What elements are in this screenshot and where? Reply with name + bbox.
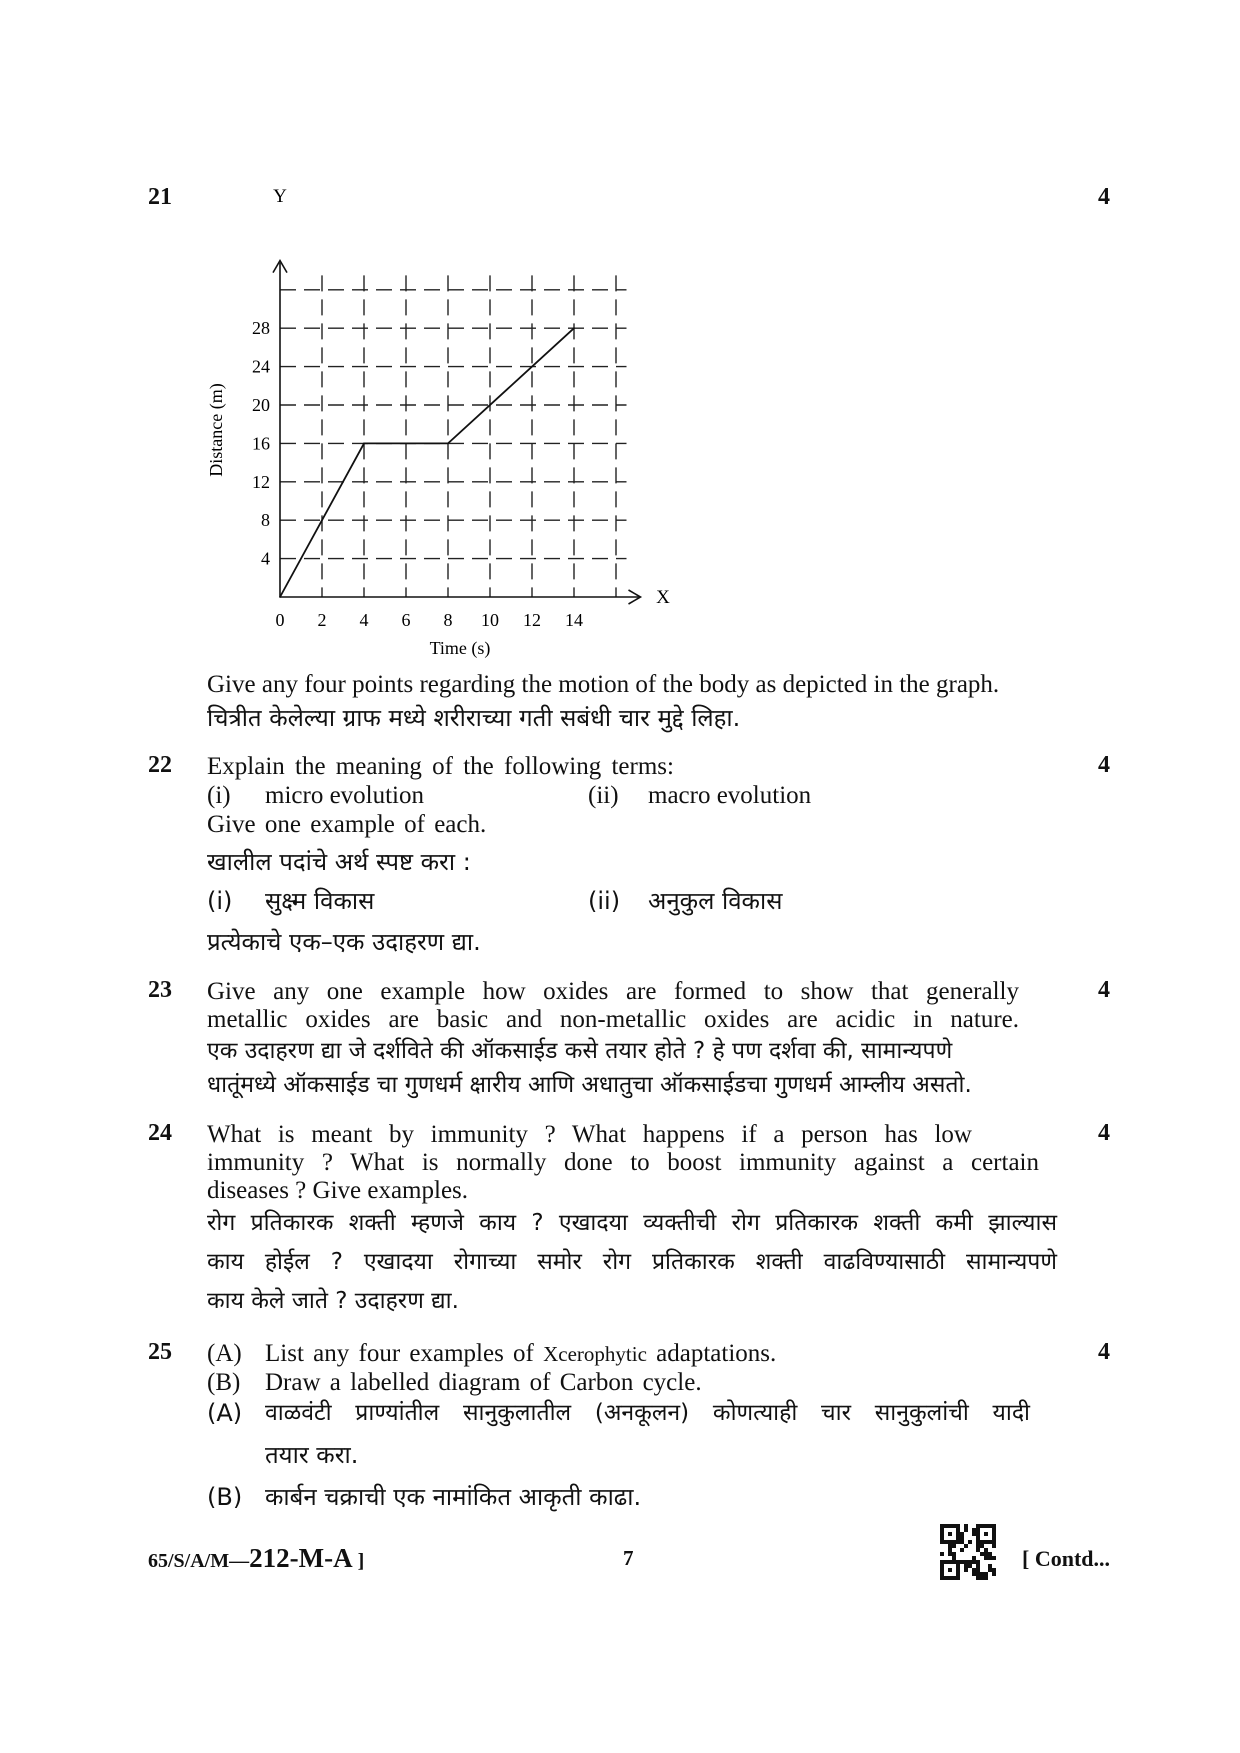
data-point — [447, 443, 449, 445]
q23-english-line-2: metallic oxides are basic and non-metallic oxides are acidic in nature. — [207, 1006, 1019, 1033]
distance-time-graph — [200, 185, 680, 665]
q24-marathi-line-2: काय होईल ? एखादया रोगाच्या समोर रोग प्रतिकारक शक्ती वाढविण्यासाठी सामान्यपणे — [207, 1249, 1057, 1275]
x-tick-label: 8 — [443, 610, 453, 630]
graph-axes — [273, 261, 641, 604]
marks-21: 4 — [1098, 184, 1110, 210]
qr-code-icon — [940, 1524, 996, 1580]
y-tick-label: 8 — [261, 510, 270, 531]
graph-series — [279, 327, 575, 598]
q24-english-line-1: What is meant by immunity ? What happens if a person has low — [207, 1121, 972, 1148]
y-axis-label: Distance (m) — [206, 383, 226, 477]
marks-25: 4 — [1098, 1339, 1110, 1365]
x-axis-letter: X — [656, 587, 670, 608]
q25-en-b-text: Draw a labelled diagram of Carbon cycle. — [265, 1369, 702, 1396]
q22-marathi-line-1: खालील पदांचे अर्थ स्पष्ट करा : — [207, 848, 471, 876]
q24-english-line-2: immunity ? What is normally done to boost immunity against a certain — [207, 1149, 1039, 1176]
q22-marathi-option-ii-text: अनुकुल विकास — [648, 887, 783, 915]
q25-en-a-label: (A) — [207, 1340, 242, 1367]
question-number-25: 25 — [148, 1339, 172, 1365]
q25-mr-a-line-1: वाळवंटी प्राण्यांतील सानुकुलातील (अनकूलन) कोणत्याही चार सानुकुलांची यादी — [265, 1400, 1030, 1426]
graph-grid — [280, 275, 627, 597]
q22-option-ii-text: macro evolution — [648, 782, 812, 809]
y-axis-letter: Y — [273, 186, 287, 207]
continued-label: [ Contd... — [1022, 1546, 1111, 1571]
q22-option-i-label: (i) — [207, 782, 231, 809]
data-point — [573, 327, 575, 329]
footer-paper-code: 65/S/A/M—212-M-A ] — [148, 1543, 365, 1573]
q22-english-line-1: Explain the meaning of the following terms: — [207, 753, 674, 780]
x-tick-label: 14 — [565, 610, 583, 630]
q22-marathi-option-ii-label: (ii) — [588, 887, 621, 915]
q23-marathi-line-1: एक उदाहरण द्या जे दर्शविते की ऑकसाईड कसे तयार होते ? हे पण दर्शवा की, सामान्यपणे — [207, 1038, 953, 1064]
q22-marathi-line-2: प्रत्येकाचे एक–एक उदाहरण द्या. — [207, 928, 481, 956]
q22-marathi-option-i-label: (i) — [207, 887, 233, 915]
q22-option-ii-label: (ii) — [588, 782, 619, 809]
x-axis-label: Time (s) — [429, 638, 491, 658]
question-number-23: 23 — [148, 977, 172, 1003]
marks-24: 4 — [1098, 1120, 1110, 1146]
data-point — [363, 443, 365, 445]
q24-marathi-line-1: रोग प्रतिकारक शक्ती म्हणजे काय ? एखादया व्यक्तीची रोग प्रतिकारक शक्ती कमी झाल्यास — [207, 1210, 1057, 1236]
q21-english-text: Give any four points regarding the motion of the body as depicted in the graph. — [207, 671, 1000, 698]
x-tick-label: 6 — [401, 610, 411, 630]
q24-english-line-3: diseases ? Give examples. — [207, 1177, 469, 1204]
q22-marathi-option-i-text: सुक्ष्म विकास — [265, 887, 375, 915]
marks-22: 4 — [1098, 752, 1110, 778]
q25-en-a-text — [265, 1339, 776, 1369]
q23-english-line-1: Give any one example how oxides are formed to show that generally — [207, 978, 1019, 1005]
x-tick-label: 4 — [359, 610, 369, 630]
q25-mr-a-label: (A) — [207, 1399, 243, 1427]
x-tick-label: 2 — [317, 610, 327, 630]
q25-en-a-pre: List any four examples of — [265, 1340, 544, 1367]
question-number-21: 21 — [148, 184, 172, 210]
y-tick-label: 16 — [252, 433, 270, 454]
q25-mr-b-label: (B) — [207, 1483, 243, 1511]
question-number-24: 24 — [148, 1120, 172, 1146]
marks-23: 4 — [1098, 977, 1110, 1003]
y-tick-label: 12 — [252, 471, 270, 492]
page-number: 7 — [623, 1546, 634, 1570]
y-tick-label: 28 — [252, 318, 270, 339]
x-tick-label: 12 — [523, 610, 541, 630]
y-tick-label: 24 — [252, 356, 270, 377]
distance-time-line — [280, 328, 574, 597]
x-tick-label: 10 — [481, 610, 499, 630]
data-point — [279, 596, 281, 598]
q22-option-i-text: micro evolution — [265, 782, 424, 809]
q25-en-a-post: adaptations. — [646, 1340, 777, 1367]
q23-marathi-line-2: धातूंमध्ये ऑकसाईड चा गुणधर्म क्षारीय आणि अधातुचा ऑकसाईडचा गुणधर्म आम्लीय असतो. — [207, 1072, 972, 1098]
q25-mr-b-text: कार्बन चक्राची एक नामांकित आकृती काढा. — [265, 1483, 642, 1511]
y-tick-label: 20 — [252, 395, 270, 415]
q25-en-b-label: (B) — [207, 1369, 241, 1396]
q25-en-a-word: Xcerophytic — [543, 1342, 647, 1366]
y-tick-label: 4 — [261, 548, 270, 569]
x-tick-label: 0 — [275, 610, 285, 630]
q25-mr-a-line-2: तयार करा. — [265, 1441, 359, 1469]
q21-marathi-text: चित्रीत केलेल्या ग्राफ मध्ये शरीराच्या गती सबंधी चार मुद्दे लिहा. — [207, 704, 741, 732]
question-number-22: 22 — [148, 752, 172, 778]
q22-english-line-2: Give one example of each. — [207, 811, 487, 838]
q24-marathi-line-3: काय केले जाते ? उदाहरण द्या. — [207, 1288, 459, 1314]
